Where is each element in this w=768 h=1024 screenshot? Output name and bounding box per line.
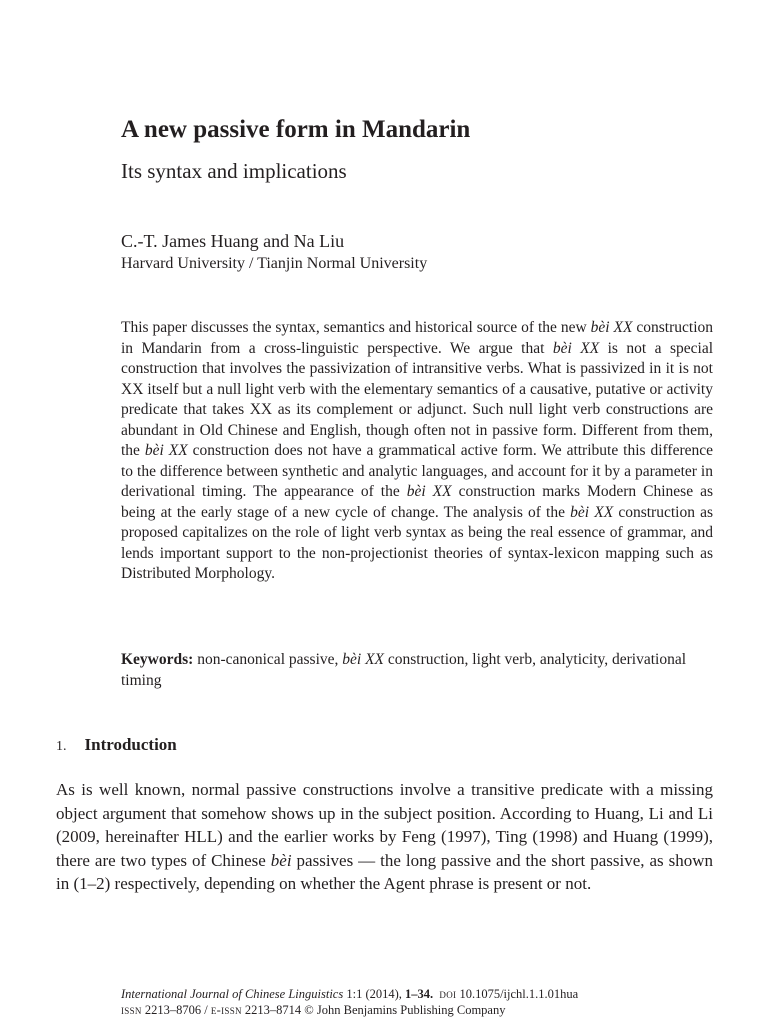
abstract-text-3: is not a special construction that involves the passivization of intransitive verbs. What is passivized in it is not XX itself but a null light verb with the elementary semantics of a causative, putative or activity predicate that takes XX as its complement or adjunct. Such null light verb constructions are abundant in Old Chinese and English, though often not in passive form. Different from them, the bbox=[121, 339, 714, 459]
affiliation: Harvard University / Tianjin Normal University bbox=[121, 255, 428, 272]
footer-citation bbox=[121, 986, 578, 1003]
abstract-text-5: construction marks Modern Chinese as being at the early stage of a new cycle of change. The analysis of the bbox=[121, 483, 713, 521]
abstract-term-3: bèi XX bbox=[144, 442, 188, 459]
body-text-1: As is well known, normal passive constructions involve a transitive predicate with a missing object argument that somehow shows up in the subject position. According to Huang, Li and Li (2009, hereinafter HLL) and the earlier works by Feng (1997), Ting (1998) and Huang (1999), there are two types of Chinese bbox=[56, 780, 713, 870]
keywords bbox=[121, 650, 713, 691]
abstract-term-2: bèi XX bbox=[552, 339, 600, 357]
keywords-text-2: construction, light verb, analyticity, derivational timing bbox=[121, 651, 687, 689]
abstract bbox=[121, 318, 713, 585]
footer-issn-value: 2213–8706 / bbox=[141, 1003, 211, 1017]
abstract-text-4: construction does not have a grammatical active form. We attribute this difference to the difference between synthetic and analytic languages, and account for it by a parameter in derivational timing. The appearance of the bbox=[121, 442, 714, 500]
keywords-text-1: non-canonical passive, bbox=[193, 651, 343, 668]
body-paragraph bbox=[56, 778, 713, 896]
abstract-text-1: This paper discusses the syntax, semantics and historical source of the new bbox=[121, 319, 591, 336]
abstract-term-5: bèi XX bbox=[570, 503, 614, 521]
footer-volume: 1:1 (2014), bbox=[343, 987, 406, 1001]
abstract-text-2: construction in Mandarin from a cross-linguistic perspective. We argue that bbox=[121, 319, 714, 357]
footer-eissn-value: 2213–8714 © John Benjamins Publishing Company bbox=[241, 1003, 506, 1017]
body-text-2: passives — the long passive and the short passive, as shown in (1–2) respectively, depending on whether the Agent phrase is present or not. bbox=[56, 850, 713, 893]
section-heading bbox=[56, 733, 177, 759]
footer-eissn-label: e-issn bbox=[210, 1003, 242, 1017]
keywords-label: Keywords: bbox=[121, 651, 194, 668]
section-number: 1. bbox=[56, 739, 67, 754]
footer-doi: 10.1075/ijchl.1.1.01hua bbox=[456, 987, 579, 1001]
abstract-term-4: bèi XX bbox=[406, 483, 452, 500]
footer-issn bbox=[121, 1002, 505, 1019]
section-title: Introduction bbox=[84, 735, 177, 754]
footer-issn-label: issn bbox=[121, 1003, 142, 1017]
abstract-text-6: construction as proposed capitalizes on the role of light verb syntax as being the real essence of grammar, and lends important support to the non-projectionist theories of syntax-lexicon mapping such as Distributed Morphology. bbox=[121, 503, 713, 582]
keywords-term: bèi XX bbox=[342, 651, 385, 668]
abstract-term-1: bèi XX bbox=[590, 319, 633, 336]
footer-journal: International Journal of Chinese Linguistics bbox=[121, 987, 344, 1001]
authors: C.-T. James Huang and Na Liu bbox=[121, 231, 345, 251]
footer-pages: 1–34. bbox=[405, 987, 434, 1001]
article-subtitle: Its syntax and implications bbox=[121, 159, 347, 183]
article-title: A new passive form in Mandarin bbox=[121, 116, 471, 143]
body-term: bèi bbox=[270, 850, 292, 870]
footer-doi-label: doi bbox=[439, 987, 457, 1001]
